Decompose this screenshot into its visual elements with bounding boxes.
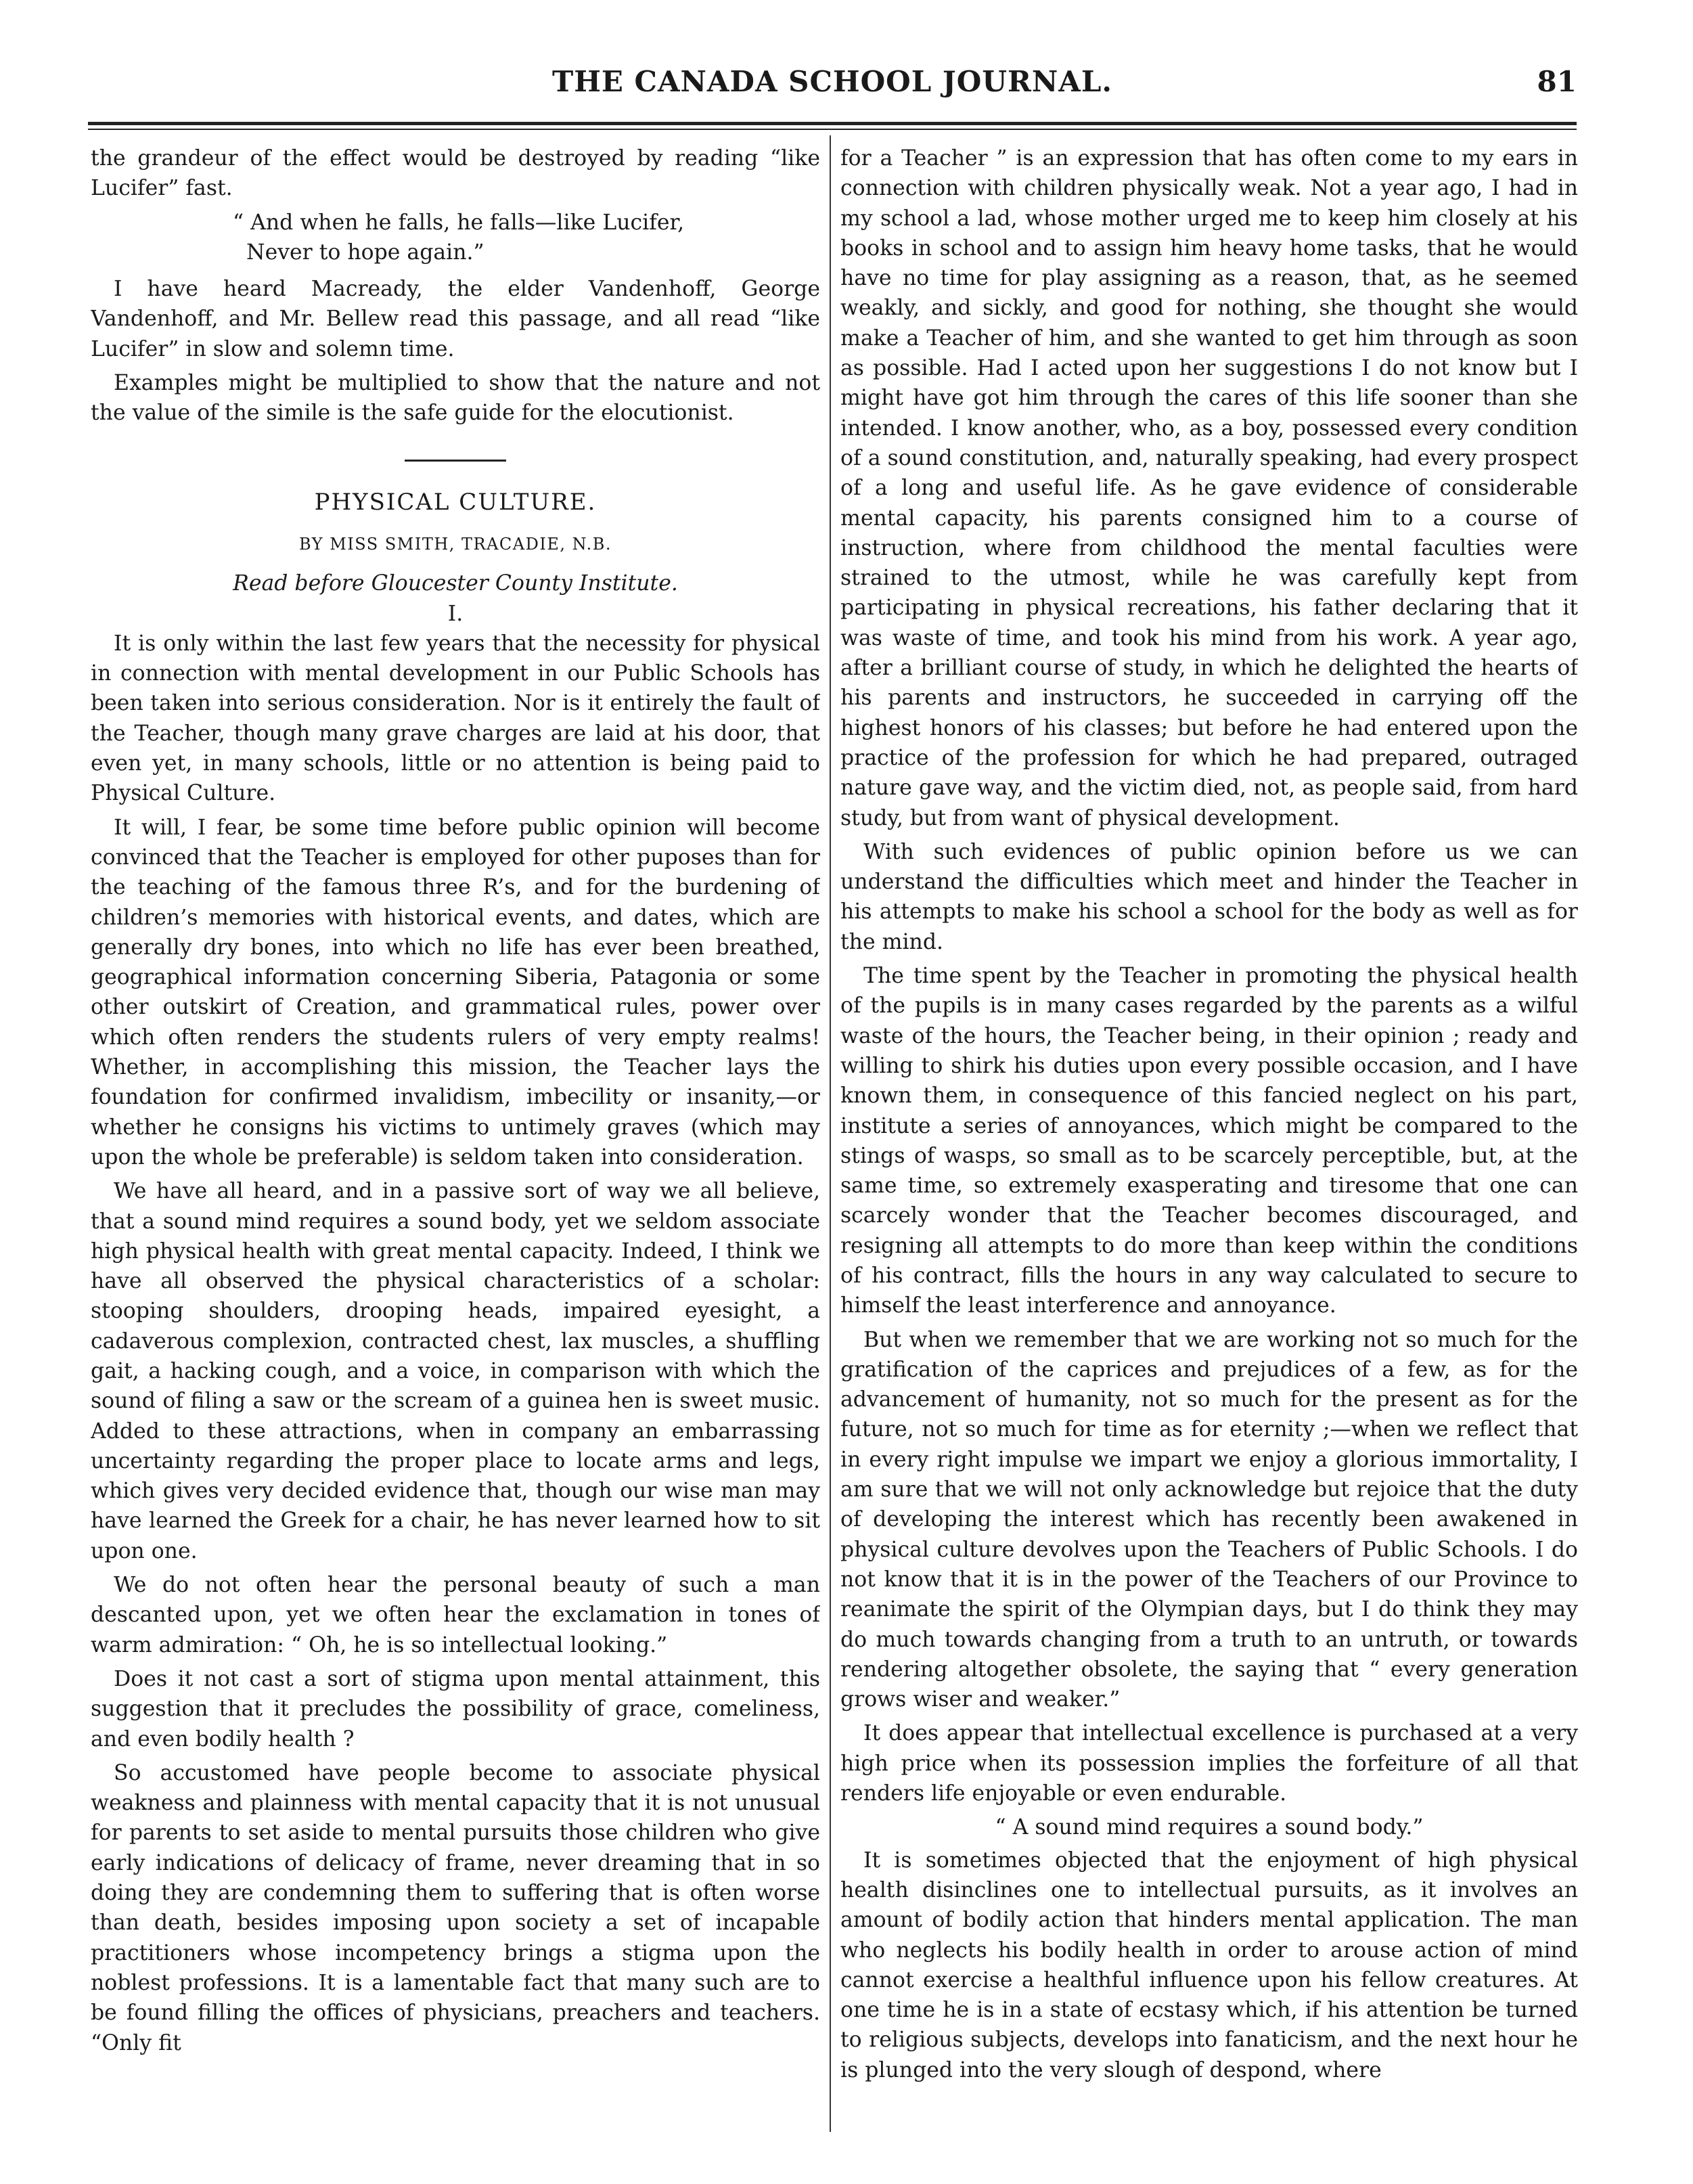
left-column	[91, 143, 820, 2126]
section-number: I.	[447, 601, 464, 626]
verse-quote	[91, 208, 820, 268]
paragraph: I have heard Macready, the elder Vandenhoff, George Vandenhoff, and Mr. Bellew read this passage, and all read “like Lucifer” in slow and solemn time.	[91, 277, 820, 361]
article-byline: BY MISS SMITH, TRACADIE, N.B.	[299, 534, 612, 554]
continued-paragraph: for a Teacher ” is an expression that has often come to my ears in connection with children physically weak. Not a year ago, I had in my school a lad, whose mother urged me to keep him closely at his books in school and to assign him heavy home tasks, that he would have no time for play assigning as a reason, that, as he seemed weakly, and sickly, and good for nothing, she thought she would make a Teacher of him, and she wanted to get him through as soon as possible. Had I acted upon her suggestions I do not know but I might have got him through the cares of this life sooner than she intended. I know another, who, as a boy, possessed every condition of a sound constitution, and, naturally speaking, had every prospect of a long and useful life. As he gave evidence of considerable mental capacity, his parents consigned him to a course of instruction, where from childhood the mental faculties were strained to the utmost, while he was carefully kept from participating in physical recreations, his father declaring that it was waste of time, and took his mind from his work. A year ago, after a brilliant course of study, in which he delighted the hearts of his parents and instructors, he succeeded in carrying off the highest honors of his classes; but before he had entered upon the practice of the profession for which he had prepared, outraged nature gave way, and the victim died, not, as people said, from hard study, but from want of physical development.	[840, 146, 1578, 830]
section-separator	[405, 460, 506, 462]
article-read-before: Read before Gloucester County Institute.	[233, 571, 678, 596]
running-head	[88, 65, 1577, 112]
paragraph: The time spent by the Teacher in promoting the physical health of the pupils is in many cases regarded by the parents as a wilful waste of the hours, the Teacher being, in their opinion ; ready and willing to shirk his duties upon every possible occasion, and I have known them, in consequence of this fancied neglect on his part, institute a series of annoyances, which might be compared to the stings of wasps, so small as to be scarcely perceptible, but, at the same time, so extremely exasperating and tiresome that one can scarcely wonder that the Teacher becomes discouraged, and resigning all attempts to do more than keep within the conditions of his contract, fills the hours in any way calculated to secure to himself the least interference and annoyance.	[840, 964, 1578, 1318]
journal-title: THE CANADA SCHOOL JOURNAL.	[551, 65, 1113, 98]
paragraph: Examples might be multiplied to show that the nature and not the value of the simile is the safe guide for the elocutionist.	[91, 371, 820, 426]
paragraph: It does appear that intellectual excellence is purchased at a very high price when its possession implies the forfeiture of all that renders life enjoyable or even endurable.	[840, 1721, 1578, 1806]
column-divider	[830, 135, 831, 2132]
paragraph: But when we remember that we are working not so much for the gratification of the caprices and prejudices of a few, as for the advancement of humanity, not so much for the present as for the future, not so much for time as for eternity ;—when we reflect that in every right impulse we impart we enjoy a glorious immortality, I am sure that we will not only acknowledge but rejoice that the duty of developing the interest which has recently been awakened in physical culture devolves upon the Teachers of Public Schools. I do not know that it is in the power of the Teachers of our Province to reanimate the spirit of the Olympian days, but I do think they may do much towards changing from a truth to an untruth, or towards rendering altogether obsolete, the saying that “ every generation grows wiser and weaker.”	[840, 1327, 1578, 1712]
article-title: PHYSICAL CULTURE.	[314, 488, 597, 516]
paragraph: It is sometimes objected that the enjoyment of high physical health disinclines one to intellectual pursuits, as it involves an amount of bodily action that hinders mental application. The man who neglects his bodily health in order to arouse action of mind cannot exercise a healthful influence upon his fellow creatures. At one time he is in a state of ecstasy which, if his attention be turned to religious subjects, develops into fanaticism, and the next hour he is plunged into the very slough of despond, where	[840, 1848, 1578, 2082]
right-column	[840, 143, 1578, 2126]
paragraph: We have all heard, and in a passive sort of way we all believe, that a sound mind requires a sound body, yet we seldom associate high physical health with great mental capacity. Indeed, I think we have all observed the physical characteristics of a scholar: stooping shoulders, drooping heads, impaired eyesight, a cadaverous complexion, contracted chest, lax muscles, a shuffling gait, a hacking cough, and a voice, in comparison with which the sound of filing a saw or the scream of a guinea hen is sweet music. Added to these attractions, when in company an embarrassing uncertainty regarding the proper place to locate arms and legs, which gives very decided evidence that, though our wise man may have learned the Greek for a chair, he has never learned how to sit upon one.	[91, 1179, 820, 1563]
paragraph: It will, I fear, be some time before public opinion will become convinced that the Teacher is employed for other puposes than for the teaching of the famous three R’s, and for the burdening of children’s memories with historical events, and dates, which are generally dry bones, into which no life has ever been breathed, geographical information concerning Siberia, Patagonia or some other outskirt of Creation, and grammatical rules, power over which often renders the students rulers of very empty realms! Whether, in accomplishing this mission, the Teacher lays the foundation for confirmed invalidism, imbecility or insanity,—or whether he consigns his victims to untimely graves (which may upon the whole be preferable) is seldom taken into consideration.	[91, 815, 820, 1169]
paragraph: We do not often hear the personal beauty of such a man descanted upon, yet we often hear the exclamation in tones of warm admiration: “ Oh, he is so intellectual looking.”	[91, 1573, 820, 1657]
verse-line: “ And when he falls, he falls—like Lucifer,	[233, 210, 685, 235]
paragraph: Does it not cast a sort of stigma upon mental attainment, this suggestion that it precludes the possibility of grace, comeliness, and even bodily health ?	[91, 1666, 820, 1752]
paragraph: So accustomed have people become to associate physical weakness and plainness with mental capacity that it is not unusual for parents to set aside to mental pursuits those children who give early indications of delicacy of frame, never dreaming that in so doing they are condemning them to suffering that is often worse than death, besides imposing upon society a set of incapable practitioners whose incompetency brings a stigma upon the noblest professions. It is a lamentable fact that many such are to be found filling the offices of physicians, preachers and teachers. “Only fit	[91, 1760, 820, 2055]
header-rule-thin	[88, 129, 1577, 130]
paragraph: It is only within the last few years that the necessity for physical in connection with mental development in our Public Schools has been taken into serious consideration. Nor is it entirely the fault of the Teacher, though many grave charges are laid at his door, that even yet, in many schools, little or no attention is being paid to Physical Culture.	[91, 631, 820, 806]
page-number: 81	[1537, 65, 1577, 98]
continued-paragraph: the grandeur of the effect would be destroyed by reading “like Lucifer” fast.	[91, 146, 820, 201]
paragraph: With such evidences of public opinion before us we can understand the difficulties which meet and hinder the Teacher in his attempts to make his school a school for the body as well as for the mind.	[840, 839, 1578, 954]
verse-line: Never to hope again.”	[246, 240, 484, 265]
quotation: “ A sound mind requires a sound body.”	[995, 1815, 1424, 1840]
header-rule	[88, 122, 1577, 125]
